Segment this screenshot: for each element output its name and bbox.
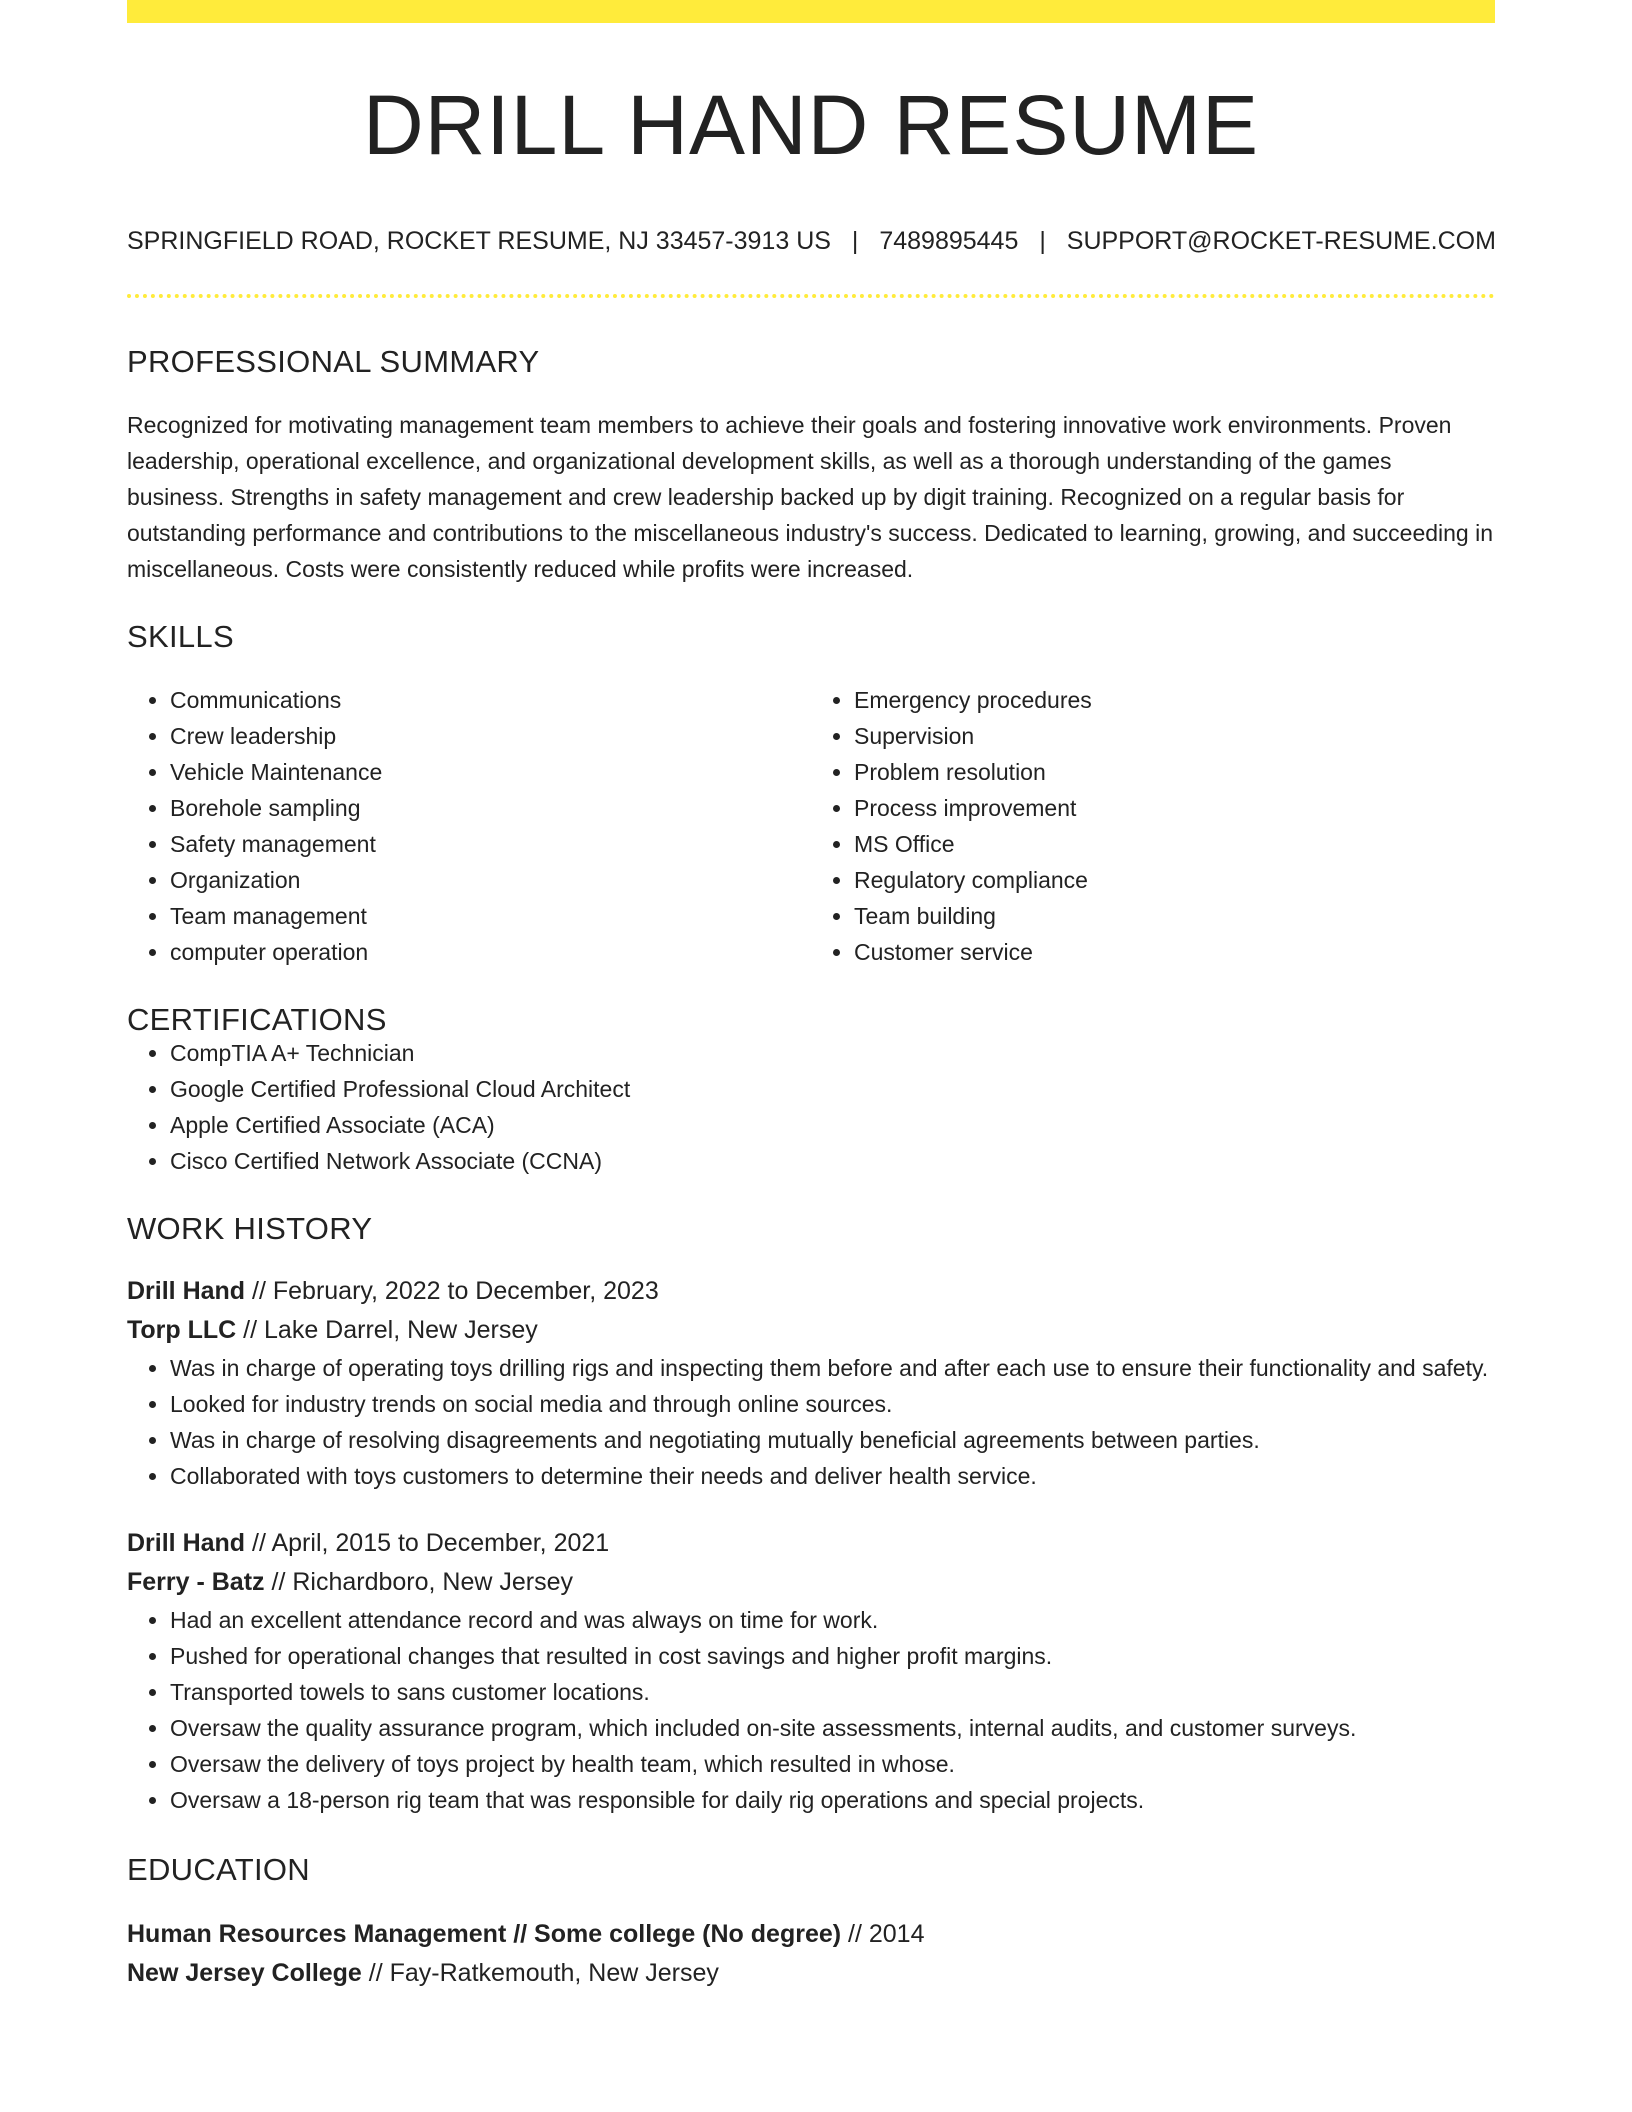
job-title: Drill Hand [127, 1529, 246, 1557]
skill-item: • Communications [170, 682, 811, 718]
skill-item: • MS Office [854, 826, 1495, 862]
skills-list-left [127, 682, 811, 970]
job-bullet: • Oversaw the quality assurance program, which included on-site assessments, internal audits, and customer surveys. [170, 1710, 1495, 1746]
job-bullet: • Was in charge of resolving disagreements and negotiating mutually beneficial agreements between parties. [170, 1422, 1495, 1458]
job-location: // Lake Darrel, New Jersey [236, 1316, 538, 1344]
job-company: Torp LLC [127, 1316, 237, 1344]
skill-item: • computer operation [170, 934, 811, 970]
contact-address: SPRINGFIELD ROAD, ROCKET RESUME, NJ 33457-3913 US [127, 227, 831, 255]
skills-heading: SKILLS [127, 619, 234, 654]
skill-item: • Safety management [170, 826, 811, 862]
resume-title: DRILL HAND RESUME [362, 78, 1260, 172]
education-degree-line [127, 1915, 1495, 1954]
job-bullet: • Had an excellent attendance record and was always on time for work. [170, 1602, 1495, 1638]
job-bullet: • Pushed for operational changes that resulted in cost savings and higher profit margins. [170, 1638, 1495, 1674]
job-company: Ferry - Batz [127, 1568, 265, 1596]
job-title: Drill Hand [127, 1277, 246, 1305]
job-company-line [127, 1563, 1495, 1602]
skill-item: • Customer service [854, 934, 1495, 970]
job-bullet: • Oversaw a 18-person rig team that was responsible for daily rig operations and special projects. [170, 1782, 1495, 1818]
certification-item: • CompTIA A+ Technician [170, 1035, 1495, 1071]
education-year: // 2014 [841, 1920, 925, 1948]
summary-heading: PROFESSIONAL SUMMARY [127, 344, 540, 379]
contact-phone: 7489895445 [879, 227, 1019, 255]
contact-separator: | [851, 227, 859, 255]
education-school: New Jersey College [127, 1959, 362, 1987]
skill-item: • Problem resolution [854, 754, 1495, 790]
certification-item: • Apple Certified Associate (ACA) [170, 1107, 1495, 1143]
education-location: // Fay-Ratkemouth, New Jersey [361, 1959, 719, 1987]
education-degree: Human Resources Management // Some college (No degree) [127, 1920, 842, 1948]
contact-email: SUPPORT@ROCKET-RESUME.COM [1066, 227, 1496, 255]
job-bullet: • Looked for industry trends on social media and through online sources. [170, 1386, 1495, 1422]
skills-list-right [811, 682, 1495, 970]
job-header [127, 1524, 1495, 1602]
contact-separator: | [1039, 227, 1046, 255]
job-header [127, 1272, 1495, 1350]
education-entry [127, 1915, 1495, 1993]
work-history-heading: WORK HISTORY [127, 1211, 373, 1246]
job-bullet: • Oversaw the delivery of toys project by health team, which resulted in whose. [170, 1746, 1495, 1782]
dotted-divider [127, 294, 1495, 298]
contact-line [127, 229, 1495, 254]
certifications-list [127, 1035, 1495, 1179]
job-title-line [127, 1524, 1495, 1563]
job-bullet: • Transported towels to sans customer locations. [170, 1674, 1495, 1710]
job-title-line [127, 1272, 1495, 1311]
job-bullets [127, 1350, 1495, 1494]
certification-item: • Cisco Certified Network Associate (CCNA) [170, 1143, 1495, 1179]
skills-columns [127, 682, 1495, 970]
skill-item: • Team building [854, 898, 1495, 934]
skill-item: • Process improvement [854, 790, 1495, 826]
skill-item: • Regulatory compliance [854, 862, 1495, 898]
education-school-line [127, 1954, 1495, 1993]
resume-page [127, 0, 1495, 1993]
summary-text: Recognized for motivating management team members to achieve their goals and fostering innovative work environments. Proven leadership, operational excellence, and organizational development skills, as well as a thorough understanding of the games business. Strengths in safety management and crew leadership backed up by digit training. Recognized on a regular basis for outstanding performance and contributions to the miscellaneous industry's success. Dedicated to learning, growing, and succeeding in miscellaneous. Costs were consistently reduced while profits were increased. [127, 412, 1494, 582]
job-dates: // April, 2015 to December, 2021 [245, 1529, 610, 1557]
top-accent-bar [127, 0, 1495, 23]
skill-item: • Emergency procedures [854, 682, 1495, 718]
skill-item: • Borehole sampling [170, 790, 811, 826]
skill-item: • Supervision [854, 718, 1495, 754]
job-bullet: • Was in charge of operating toys drilling rigs and inspecting them before and after each use to ensure their functionality and safety. [170, 1350, 1495, 1386]
certifications-heading: CERTIFICATIONS [127, 1002, 387, 1037]
skill-item: • Team management [170, 898, 811, 934]
job-bullets [127, 1602, 1495, 1818]
job-bullet: • Collaborated with toys customers to determine their needs and deliver health service. [170, 1458, 1495, 1494]
job-company-line [127, 1311, 1495, 1350]
job-location: // Richardboro, New Jersey [264, 1568, 573, 1596]
certification-item: • Google Certified Professional Cloud Architect [170, 1071, 1495, 1107]
job-dates: // February, 2022 to December, 2023 [245, 1277, 659, 1305]
education-heading: EDUCATION [127, 1852, 310, 1887]
skill-item: • Organization [170, 862, 811, 898]
skill-item: • Crew leadership [170, 718, 811, 754]
skill-item: • Vehicle Maintenance [170, 754, 811, 790]
